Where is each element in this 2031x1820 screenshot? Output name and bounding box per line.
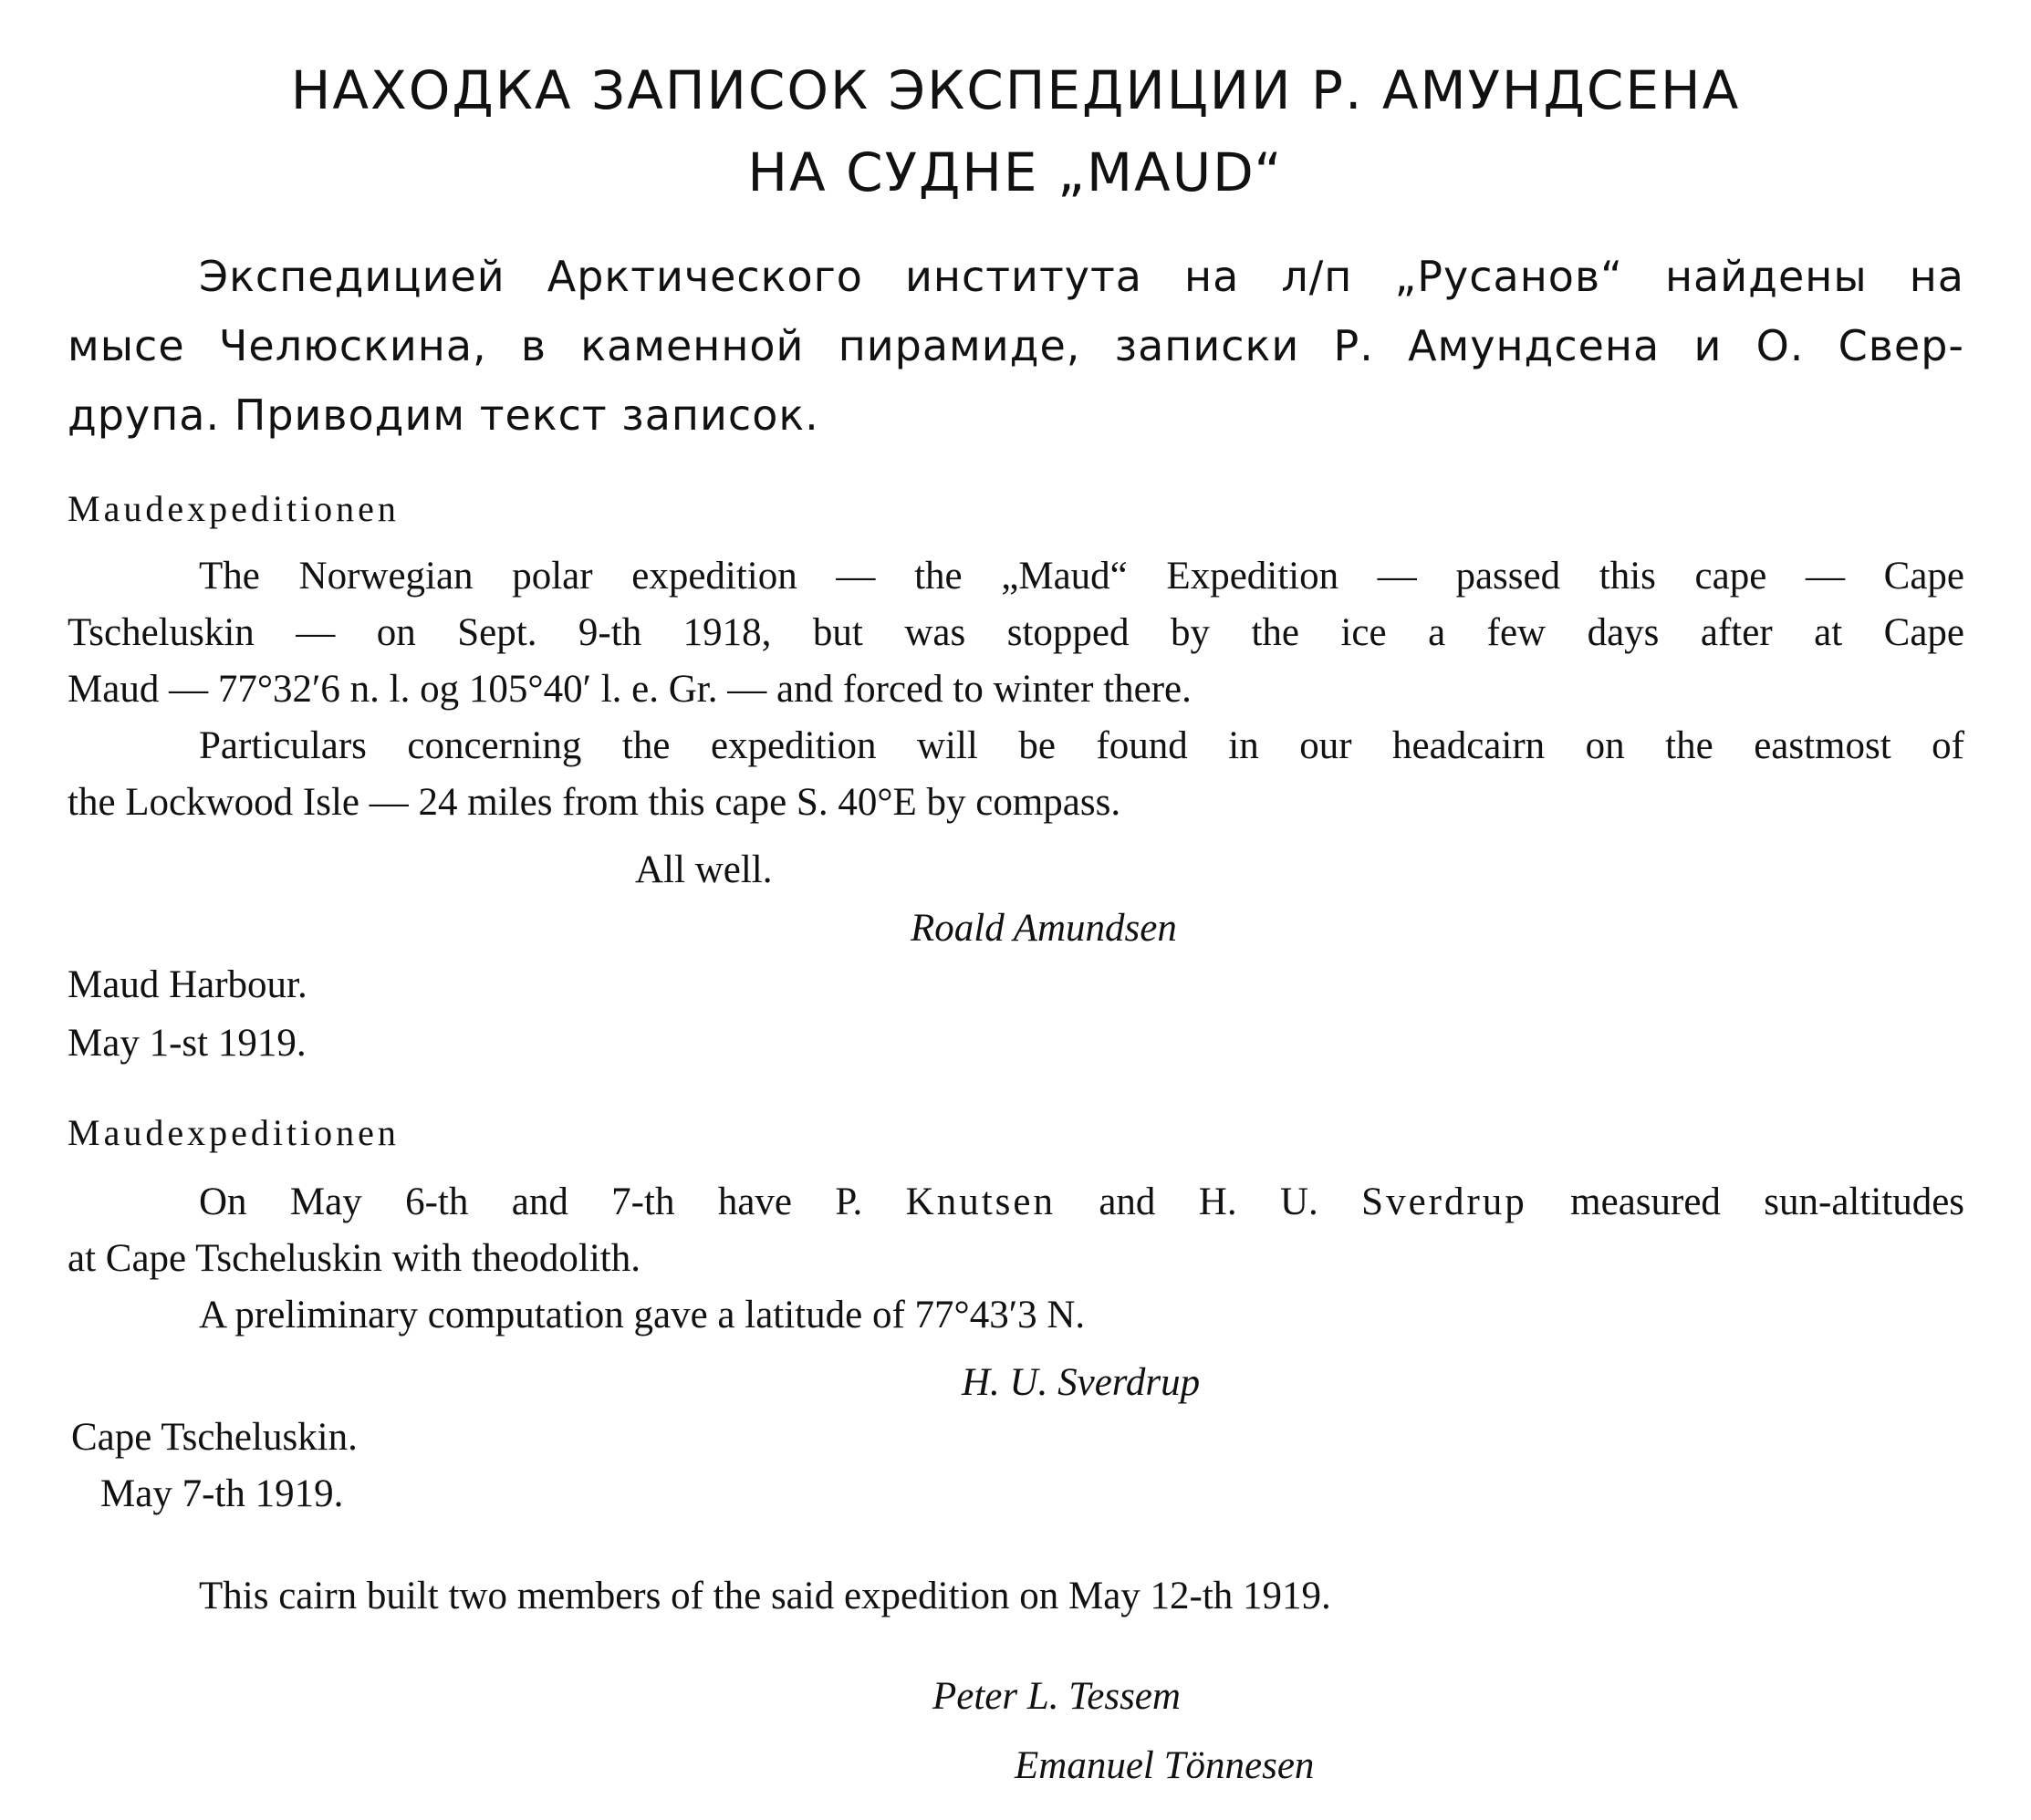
note1-p2-line-2: the Lockwood Isle — 24 miles from this cape S. 40°E by compass. xyxy=(68,781,1121,824)
note1-p2-line-1: Particulars concerning the expedition will be found in our headcairn on the eastmost of xyxy=(199,724,1964,767)
intro-line-2: мысе Челюскина, в каменной пирамиде, записки Р. Амундсена и О. Свер- xyxy=(68,321,1964,370)
note1-date: May 1-st 1919. xyxy=(68,1022,307,1065)
note1-place: Maud Harbour. xyxy=(68,963,307,1006)
note3-signature-tonnesen: Emanuel Tönnesen xyxy=(1015,1744,1315,1787)
note1-p1-line-2: Tscheluskin — on Sept. 9-th 1918, but was stopped by the ice a few days after at Cape xyxy=(68,611,1964,654)
note1-signature: Roald Amundsen xyxy=(911,907,1177,950)
note1-header: Maudexpeditionen xyxy=(68,488,400,529)
note3-signature-tessem: Peter L. Tessem xyxy=(932,1675,1181,1718)
note2-p2-line-1: A preliminary computation gave a latitude of 77°43′3 N. xyxy=(199,1294,1086,1336)
intro-line-1: Экспедицией Арктического института на л/п „Русанов“ найдены на xyxy=(199,252,1964,301)
note1-p1-line-3: Maud — 77°32′6 n. l. og 105°40′ l. e. Gr. — and forced to winter there. xyxy=(68,668,1192,711)
title-line-2: НА СУДНЕ „MAUD“ xyxy=(747,141,1284,203)
note2-header: Maudexpeditionen xyxy=(68,1112,400,1153)
note1-all-well: All well. xyxy=(635,848,773,891)
note2-p1-part-b: and H. U. xyxy=(1099,1180,1318,1223)
note2-p1-part-a: On May 6-th and 7-th have P. xyxy=(199,1180,863,1223)
note3-text: This cairn built two members of the said expedition on May 12-th 1919. xyxy=(199,1575,1331,1617)
note2-p1-name-knutsen: Knutsen xyxy=(905,1180,1056,1223)
note2-date: May 7-th 1919. xyxy=(100,1472,344,1515)
note1-p1-line-1: The Norwegian polar expedition — the „Maud“ Expedition — passed this cape — Cape xyxy=(199,555,1964,598)
note2-place: Cape Tscheluskin. xyxy=(71,1416,358,1459)
title-line-1: НАХОДКА ЗАПИСОК ЭКСПЕДИЦИИ Р. АМУНДСЕНА xyxy=(290,59,1741,121)
note2-p1-line-2: at Cape Tscheluskin with theodolith. xyxy=(68,1237,641,1280)
note2-p1-name-sverdrup: Sverdrup xyxy=(1361,1180,1527,1223)
intro-line-3: друпа. Приводим текст записок. xyxy=(68,390,819,440)
note2-p1-part-c: measured sun-altitudes xyxy=(1570,1180,1965,1223)
note2-p1-line-1 xyxy=(199,1182,1964,1222)
note2-signature: H. U. Sverdrup xyxy=(962,1361,1201,1404)
